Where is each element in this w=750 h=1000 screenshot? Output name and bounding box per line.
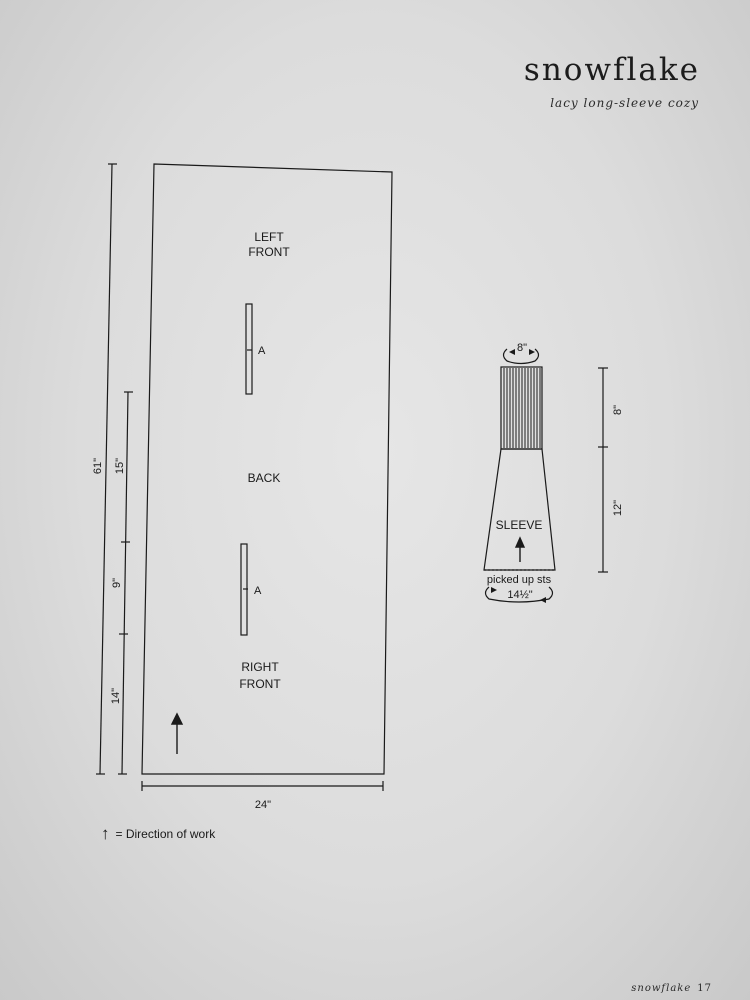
- dim-line-width: [142, 781, 383, 791]
- pickup-arrowhead-right: [540, 597, 546, 603]
- cuff-arrowhead-right: [529, 349, 535, 355]
- right-front-label-2: FRONT: [239, 677, 281, 691]
- dim-lower-label: 14": [110, 687, 122, 705]
- dim-total-length-label: 61": [92, 457, 104, 475]
- lower-slit-marker: A: [254, 585, 262, 597]
- up-arrow-icon: ↑: [101, 824, 110, 843]
- page-footer: [631, 983, 712, 994]
- left-front-label-2: FRONT: [248, 245, 290, 259]
- right-front-label-1: RIGHT: [241, 660, 279, 674]
- body-direction-arrow: [172, 714, 182, 754]
- cuff-length-label: 8": [612, 404, 624, 416]
- pickup-width-label: 14½": [507, 589, 533, 601]
- cuff-ribbing: [504, 368, 540, 448]
- pickup-arrowhead-left: [491, 587, 497, 593]
- dim-width-label: 24": [254, 799, 272, 811]
- cuff-width-label: 8": [516, 342, 528, 354]
- page-subtitle: lacy long-sleeve cozy: [550, 96, 699, 110]
- running-head: snowflake: [631, 983, 692, 994]
- legend-text: = Direction of work: [115, 827, 216, 841]
- page-title: snowflake: [523, 52, 700, 88]
- dim-upper-label: 15": [114, 457, 126, 475]
- sleeve-body-length-label: 12": [612, 499, 624, 517]
- legend: [101, 824, 215, 844]
- sleeve-length-dim: [598, 368, 608, 572]
- upper-armhole-slit: [246, 304, 252, 394]
- cuff-arrowhead-left: [509, 349, 515, 355]
- page-number: 17: [697, 983, 712, 994]
- sleeve-direction-arrow: [516, 538, 524, 562]
- left-front-label-1: LEFT: [254, 230, 284, 244]
- pickup-label: picked up sts: [486, 574, 552, 586]
- dim-middle-label: 9": [111, 577, 123, 589]
- sleeve-label: SLEEVE: [495, 518, 543, 532]
- back-label: BACK: [247, 471, 281, 485]
- upper-slit-marker: A: [258, 345, 266, 357]
